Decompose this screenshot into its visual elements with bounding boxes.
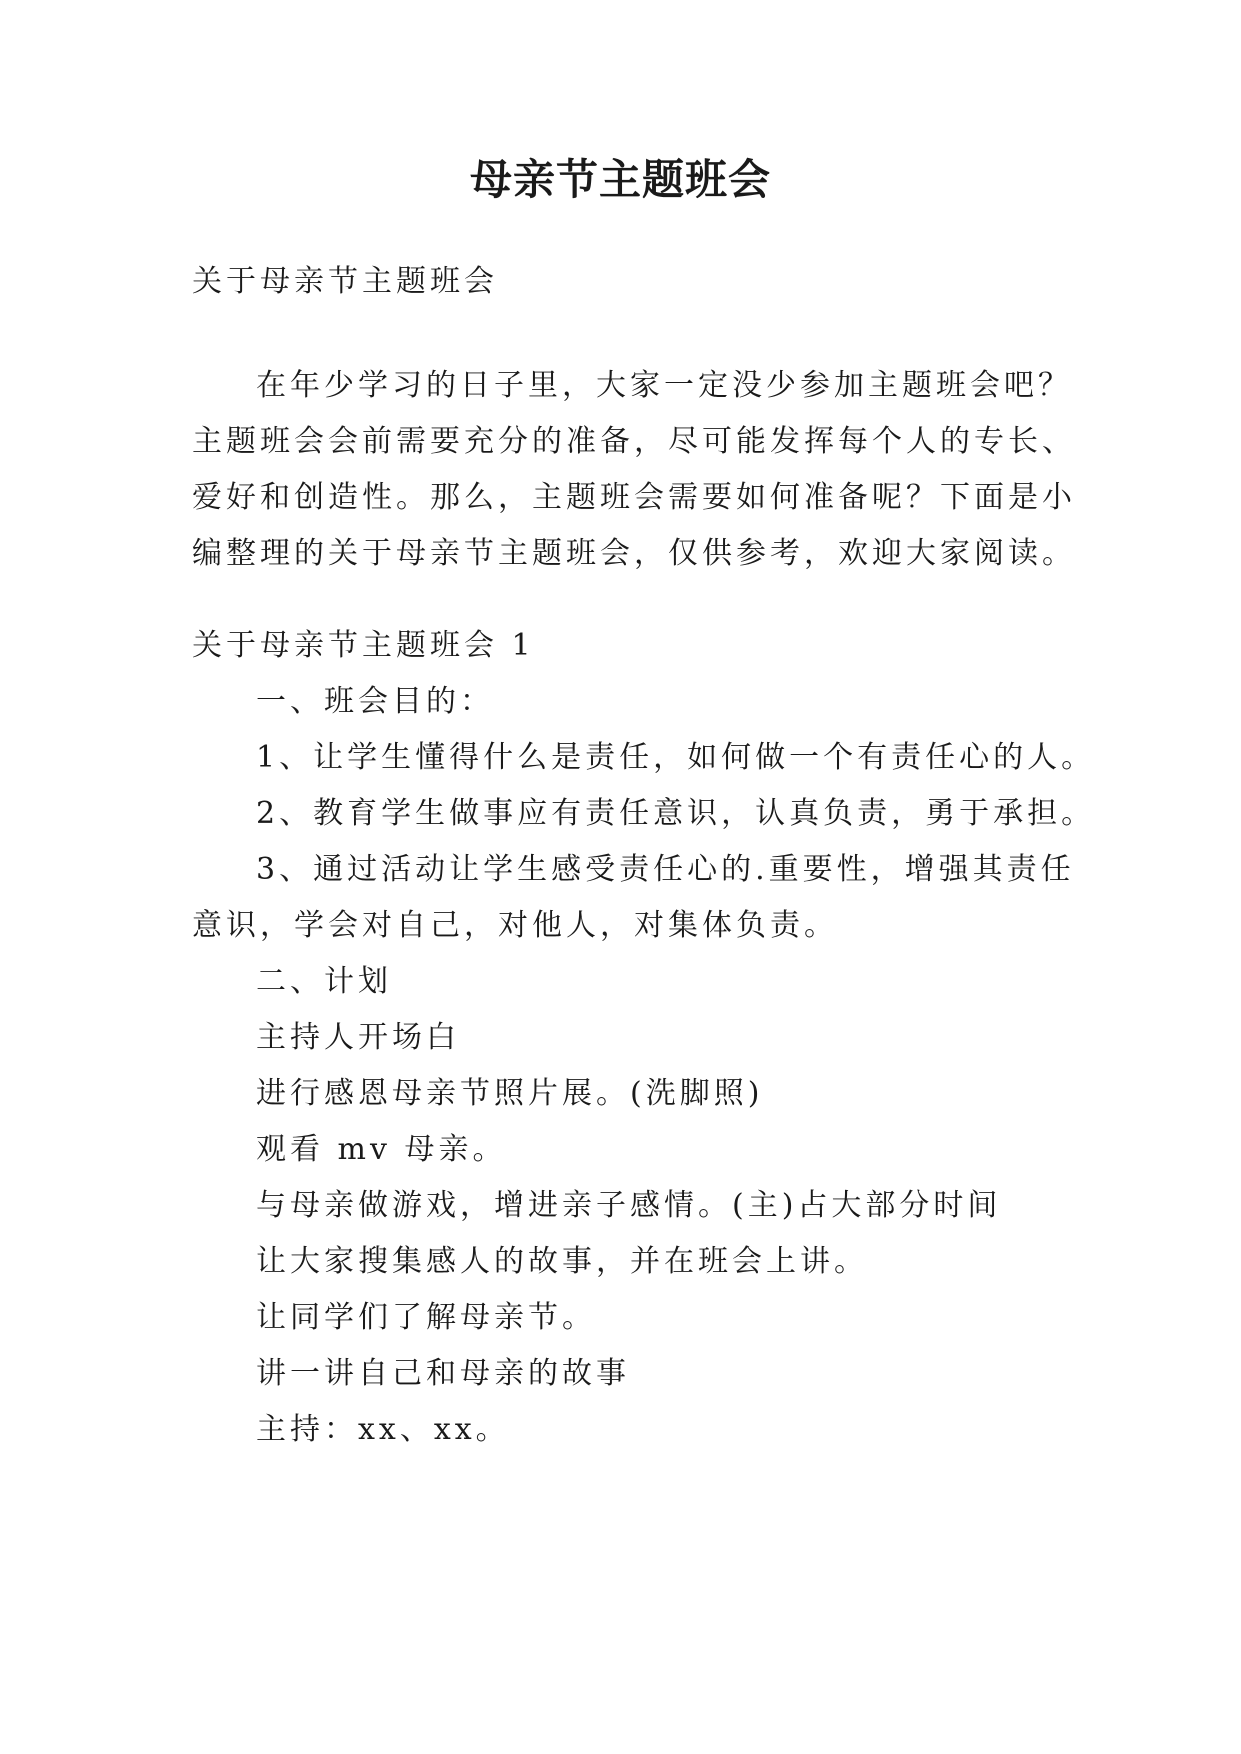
document-title: 母亲节主题班会 xyxy=(469,155,771,204)
purpose-item: 1、让学生懂得什么是责任，如何做一个有责任心的人。 xyxy=(256,740,1096,775)
purpose-item: 3、通过活动让学生感受责任心的.重要性，增强其责任 xyxy=(256,852,1075,887)
purpose-heading: 一、班会目的： xyxy=(256,684,494,719)
intro-line: 主题班会会前需要充分的准备，尽可能发挥每个人的专长、 xyxy=(192,424,1076,459)
section-heading: 关于母亲节主题班会 1 xyxy=(192,628,535,663)
plan-item: 主持：xx、xx。 xyxy=(256,1412,510,1447)
plan-item: 观看 mv 母亲。 xyxy=(256,1132,507,1167)
document-subtitle: 关于母亲节主题班会 xyxy=(192,264,498,299)
plan-item: 主持人开场白 xyxy=(256,1020,460,1055)
purpose-item: 意识，学会对自己，对他人，对集体负责。 xyxy=(192,908,838,943)
plan-item: 与母亲做游戏，增进亲子感情。(主)占大部分时间 xyxy=(256,1188,1002,1223)
intro-line: 爱好和创造性。那么，主题班会需要如何准备呢？下面是小 xyxy=(192,480,1076,515)
plan-item: 让同学们了解母亲节。 xyxy=(256,1300,596,1335)
plan-heading: 二、计划 xyxy=(256,964,392,999)
plan-item: 进行感恩母亲节照片展。(洗脚照) xyxy=(256,1076,764,1111)
plan-item: 让大家搜集感人的故事，并在班会上讲。 xyxy=(256,1244,868,1279)
intro-line: 在年少学习的日子里，大家一定没少参加主题班会吧？ xyxy=(256,368,1072,403)
plan-item: 讲一讲自己和母亲的故事 xyxy=(256,1356,630,1391)
intro-line: 编整理的关于母亲节主题班会，仅供参考，欢迎大家阅读。 xyxy=(192,536,1076,571)
purpose-item: 2、教育学生做事应有责任意识，认真负责，勇于承担。 xyxy=(256,796,1096,831)
